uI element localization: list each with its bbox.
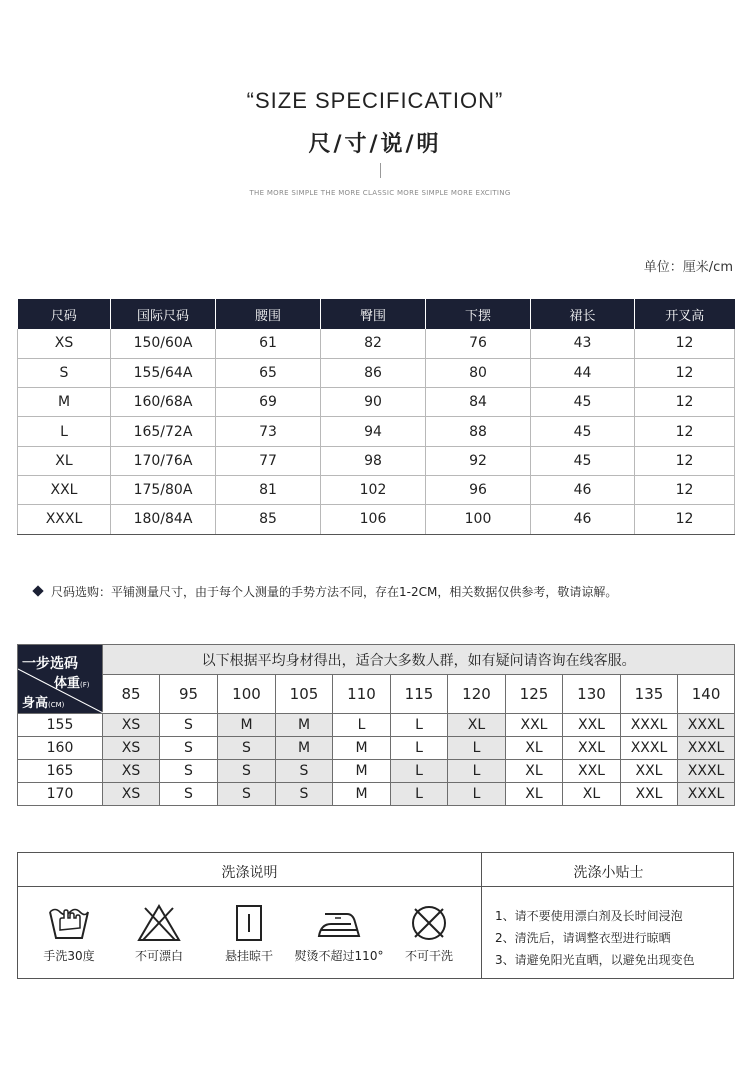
recommend-size-cell: XS <box>103 760 160 783</box>
recommend-size-cell: XS <box>103 783 160 806</box>
hand-wash-item <box>24 904 114 964</box>
tagline: THE MORE SIMPLE THE MORE CLASSIC MORE SIMPLE MORE EXCITING <box>249 189 511 197</box>
recommend-size-cell: S <box>218 737 276 760</box>
recommend-size-cell: S <box>276 760 333 783</box>
recommend-size-cell: S <box>160 760 218 783</box>
size-table-cell: 43 <box>531 329 635 358</box>
weight-cell: 110 <box>333 675 391 714</box>
recommend-size-cell: S <box>218 760 276 783</box>
recommend-size-cell: S <box>160 714 218 737</box>
recommend-size-cell: S <box>160 783 218 806</box>
recommend-size-cell: S <box>160 737 218 760</box>
size-table-header-cell: 裙长 <box>531 299 635 329</box>
size-table-header-cell: 尺码 <box>18 299 111 329</box>
size-table-header-cell: 开叉高 <box>635 299 735 329</box>
size-table-cell: 46 <box>531 505 635 534</box>
recommend-size-cell: M <box>333 783 391 806</box>
size-table-row <box>18 475 735 504</box>
care-tip: 1、请不要使用漂白剂及长时间浸泡 <box>495 909 683 923</box>
size-table-cell: 85 <box>216 505 321 534</box>
recommend-size-cell: L <box>448 783 506 806</box>
title-english: “SIZE SPECIFICATION” <box>246 88 504 113</box>
recommend-size-cell: XXL <box>563 760 621 783</box>
unit-label: 单位：厘米/cm <box>643 260 733 275</box>
size-table-cell: 100 <box>426 505 531 534</box>
hand-wash-30-icon <box>47 904 91 942</box>
size-table-cell: 12 <box>635 475 735 504</box>
care-panel <box>17 852 734 979</box>
size-table-cell: S <box>18 358 111 387</box>
recommend-size-cell: L <box>448 760 506 783</box>
size-table-cell: XL <box>18 446 111 475</box>
size-table-cell: M <box>18 388 111 417</box>
recommend-size-cell: XXL <box>563 737 621 760</box>
recommend-size-cell: XL <box>448 714 506 737</box>
size-table-cell: 44 <box>531 358 635 387</box>
recommend-size-cell: M <box>276 714 333 737</box>
size-table-cell: 12 <box>635 358 735 387</box>
size-table-row <box>18 358 735 387</box>
size-table-cell: 80 <box>426 358 531 387</box>
title-chinese: 尺/寸/说/明 <box>308 132 442 157</box>
size-table-cell: 84 <box>426 388 531 417</box>
size-table-row <box>18 446 735 475</box>
recommend-size-cell: L <box>391 760 448 783</box>
size-table-cell: 45 <box>531 446 635 475</box>
recommend-row <box>18 737 735 760</box>
recommend-corner-header <box>18 645 103 714</box>
recommend-size-cell: XXXL <box>678 714 735 737</box>
weight-cell: 85 <box>103 675 160 714</box>
weight-cell: 115 <box>391 675 448 714</box>
size-table-cell: XS <box>18 329 111 358</box>
recommend-size-cell: S <box>276 783 333 806</box>
recommend-row <box>18 714 735 737</box>
weight-cell: 130 <box>563 675 621 714</box>
size-table-row <box>18 388 735 417</box>
size-table-cell: 160/68A <box>111 388 216 417</box>
hand-wash-label: 手洗30度 <box>43 949 95 963</box>
recommend-size-cell: XXL <box>621 760 678 783</box>
size-table-cell: 46 <box>531 475 635 504</box>
size-table-cell: 102 <box>321 475 426 504</box>
height-cell: 165 <box>18 760 103 783</box>
size-table-cell: 77 <box>216 446 321 475</box>
recommend-size-cell: XXL <box>506 714 563 737</box>
recommend-size-cell: XL <box>506 737 563 760</box>
recommend-size-cell: L <box>333 714 391 737</box>
corner-height-label: 身高(CM) <box>22 696 65 711</box>
size-table-cell: 180/84A <box>111 505 216 534</box>
care-tips-title: 洗涤小贴士 <box>573 865 644 881</box>
size-table-cell: 94 <box>321 417 426 446</box>
size-table-cell: 86 <box>321 358 426 387</box>
size-table-header-cell: 国际尺码 <box>111 299 216 329</box>
care-tips-list <box>495 905 695 971</box>
care-title: 洗涤说明 <box>221 865 278 881</box>
size-table-cell: 12 <box>635 505 735 534</box>
care-tip: 2、清洗后，请调整衣型进行晾晒 <box>495 931 671 945</box>
weight-cell: 105 <box>276 675 333 714</box>
size-table-header-cell: 下摆 <box>426 299 531 329</box>
recommend-size-cell: XXL <box>621 783 678 806</box>
recommend-size-cell: XXXL <box>678 783 735 806</box>
iron-label: 熨烫不超过110° <box>294 949 384 963</box>
recommend-size-cell: M <box>333 737 391 760</box>
hang-dry-item <box>204 904 294 964</box>
size-table-cell: 88 <box>426 417 531 446</box>
no-dry-clean-icon <box>407 904 451 942</box>
size-table-cell: 12 <box>635 446 735 475</box>
weight-cell: 120 <box>448 675 506 714</box>
size-table-cell: 81 <box>216 475 321 504</box>
size-table-cell: 45 <box>531 388 635 417</box>
care-divider-horizontal <box>18 886 733 887</box>
size-table-row <box>18 505 735 534</box>
size-table-cell: 98 <box>321 446 426 475</box>
hang-dry-label: 悬挂晾干 <box>224 949 273 963</box>
recommend-size-cell: XL <box>506 783 563 806</box>
size-table-cell: XXL <box>18 475 111 504</box>
size-table-cell: 45 <box>531 417 635 446</box>
recommend-size-cell: XXXL <box>678 737 735 760</box>
size-table-cell: L <box>18 417 111 446</box>
height-cell: 170 <box>18 783 103 806</box>
size-table-cell: 165/72A <box>111 417 216 446</box>
recommend-size-cell: XXXL <box>621 737 678 760</box>
size-table-cell: 92 <box>426 446 531 475</box>
recommend-row <box>18 783 735 806</box>
size-recommend-table <box>17 644 735 806</box>
recommend-banner: 以下根据平均身材得出，适合大多数人群，如有疑问请咨询在线客服。 <box>103 645 735 675</box>
weight-cell: 95 <box>160 675 218 714</box>
hang-dry-icon <box>227 904 271 942</box>
recommend-size-cell: XS <box>103 714 160 737</box>
height-cell: 160 <box>18 737 103 760</box>
size-table-cell: 106 <box>321 505 426 534</box>
recommend-size-cell: M <box>218 714 276 737</box>
size-note-text: 尺码选购：平铺测量尺寸，由于每个人测量的手势方法不同，存在1-2CM，相关数据仅供参考，敬请谅解。 <box>51 585 618 599</box>
size-table-cell: XXXL <box>18 505 111 534</box>
recommend-row <box>18 760 735 783</box>
no-bleach-icon <box>137 904 181 942</box>
recommend-size-cell: XXXL <box>678 760 735 783</box>
size-table-cell: 155/64A <box>111 358 216 387</box>
recommend-size-cell: M <box>333 760 391 783</box>
size-table-header <box>18 299 735 329</box>
recommend-size-cell: L <box>448 737 506 760</box>
size-table-header-cell: 臀围 <box>321 299 426 329</box>
iron-icon <box>317 904 361 942</box>
size-table-cell: 12 <box>635 417 735 446</box>
recommend-size-cell: L <box>391 783 448 806</box>
iron-item <box>294 904 384 964</box>
size-table-cell: 170/76A <box>111 446 216 475</box>
care-tip: 3、请避免阳光直晒，以避免出现变色 <box>495 953 695 967</box>
recommend-size-cell: S <box>218 783 276 806</box>
size-table-cell: 69 <box>216 388 321 417</box>
size-table-cell: 73 <box>216 417 321 446</box>
weight-cell: 125 <box>506 675 563 714</box>
size-table-cell: 61 <box>216 329 321 358</box>
recommend-size-cell: XL <box>563 783 621 806</box>
size-table-cell: 65 <box>216 358 321 387</box>
recommend-size-cell: L <box>391 714 448 737</box>
recommend-size-cell: M <box>276 737 333 760</box>
size-table-cell: 12 <box>635 388 735 417</box>
size-table-cell: 82 <box>321 329 426 358</box>
size-table-cell: 150/60A <box>111 329 216 358</box>
weight-cell: 140 <box>678 675 735 714</box>
recommend-size-cell: L <box>391 737 448 760</box>
corner-title: 一步选码 <box>22 656 78 672</box>
recommend-size-cell: XXXL <box>621 714 678 737</box>
recommend-size-cell: XL <box>506 760 563 783</box>
size-table-cell: 12 <box>635 329 735 358</box>
size-table-cell: 96 <box>426 475 531 504</box>
no-bleach-label: 不可漂白 <box>134 949 183 963</box>
size-table-cell: 76 <box>426 329 531 358</box>
height-cell: 155 <box>18 714 103 737</box>
diamond-bullet-icon <box>32 585 43 596</box>
size-table-header-cell: 腰围 <box>216 299 321 329</box>
no-dry-clean-item <box>384 904 474 964</box>
size-table-row <box>18 417 735 446</box>
weight-row <box>18 675 735 714</box>
weight-cell: 100 <box>218 675 276 714</box>
corner-weight-label: 体重(F) <box>54 676 90 691</box>
size-table-cell: 90 <box>321 388 426 417</box>
size-table <box>17 299 735 535</box>
no-dry-clean-label: 不可干洗 <box>404 949 453 963</box>
size-table-row <box>18 329 735 358</box>
recommend-size-cell: XS <box>103 737 160 760</box>
weight-cell: 135 <box>621 675 678 714</box>
no-bleach-item <box>114 904 204 964</box>
size-note <box>34 583 617 600</box>
size-table-cell: 175/80A <box>111 475 216 504</box>
recommend-size-cell: XXL <box>563 714 621 737</box>
header-divider <box>380 163 381 178</box>
